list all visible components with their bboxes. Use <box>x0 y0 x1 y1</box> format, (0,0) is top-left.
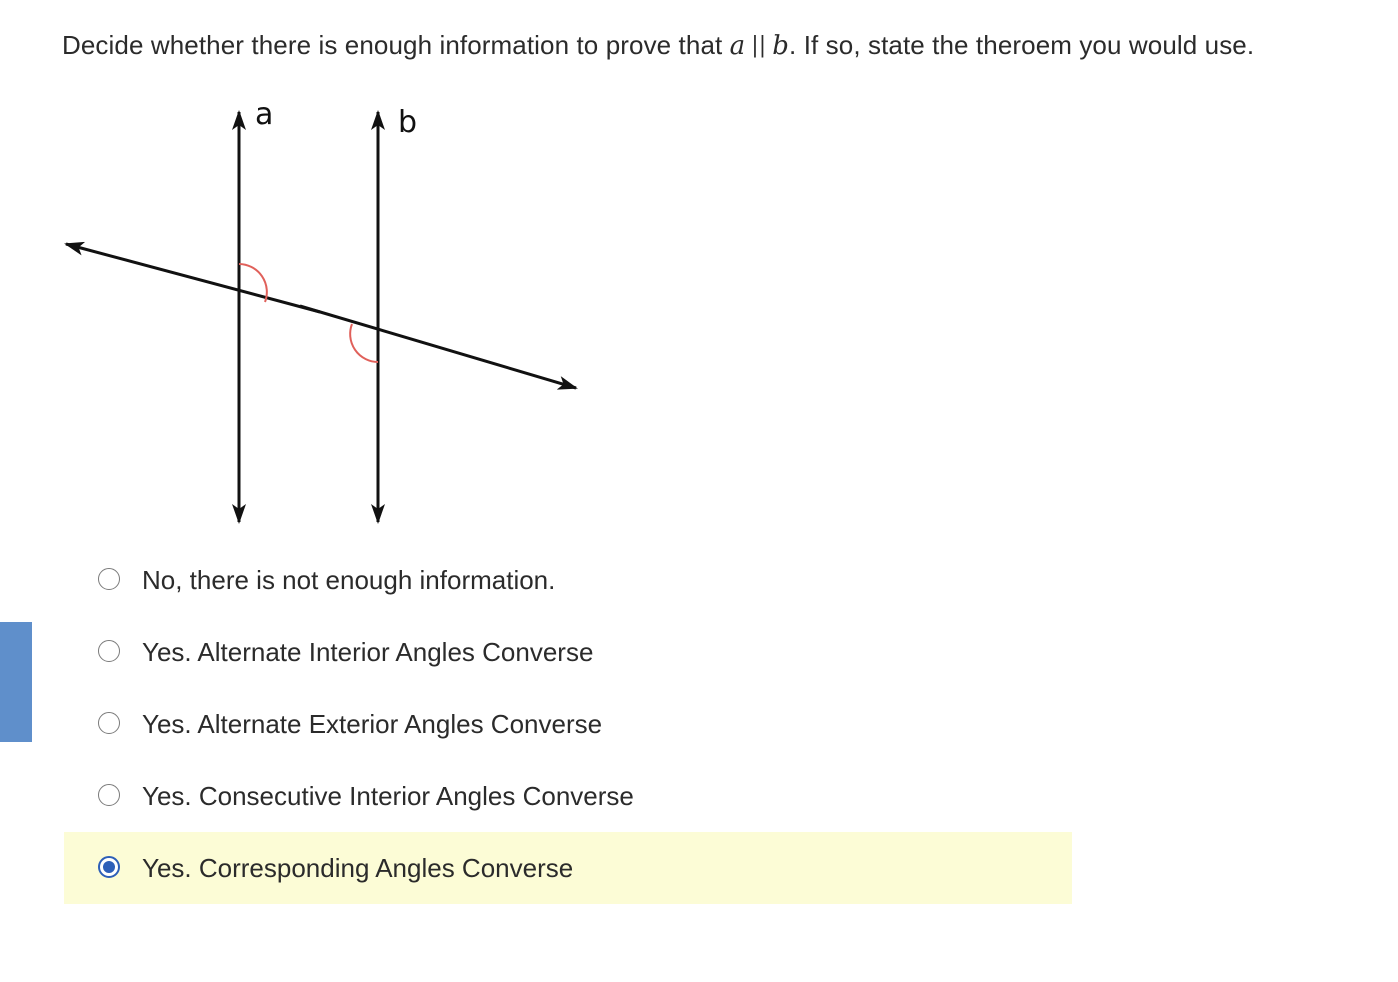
transversal-line <box>66 244 320 312</box>
radio-button[interactable] <box>98 784 120 806</box>
option-label: Yes. Corresponding Angles Converse <box>142 853 574 883</box>
label-a: a <box>255 97 274 132</box>
option-label: Yes. Alternate Interior Angles Converse <box>142 637 594 667</box>
option-no-information[interactable] <box>64 544 1072 616</box>
question-prefix: Decide whether there is enough information to prove that <box>62 30 723 60</box>
option-consecutive-interior[interactable] <box>64 760 1072 832</box>
radio-button-selected[interactable] <box>98 856 120 878</box>
option-label: No, there is not enough information. <box>142 565 556 595</box>
label-b: b <box>398 105 418 140</box>
option-corresponding-angles[interactable] <box>64 832 1072 904</box>
radio-button[interactable] <box>98 640 120 662</box>
option-label: Yes. Alternate Exterior Angles Converse <box>142 709 603 739</box>
parallel-symbol: || <box>751 33 767 58</box>
angle-mark-b <box>350 324 378 362</box>
question-suffix: . If so, state the theroem you would use. <box>789 30 1255 60</box>
option-alternate-interior[interactable] <box>64 616 1072 688</box>
variable-b: b <box>772 31 790 61</box>
parallel-lines-diagram <box>0 0 700 540</box>
radio-button[interactable] <box>98 568 120 590</box>
option-label: Yes. Consecutive Interior Angles Converse <box>142 781 634 811</box>
radio-button[interactable] <box>98 712 120 734</box>
variable-a: a <box>729 31 746 61</box>
transversal-line-right <box>300 306 576 388</box>
side-tab[interactable] <box>0 622 32 742</box>
option-alternate-exterior[interactable] <box>64 688 1072 760</box>
answer-options <box>64 544 1072 904</box>
